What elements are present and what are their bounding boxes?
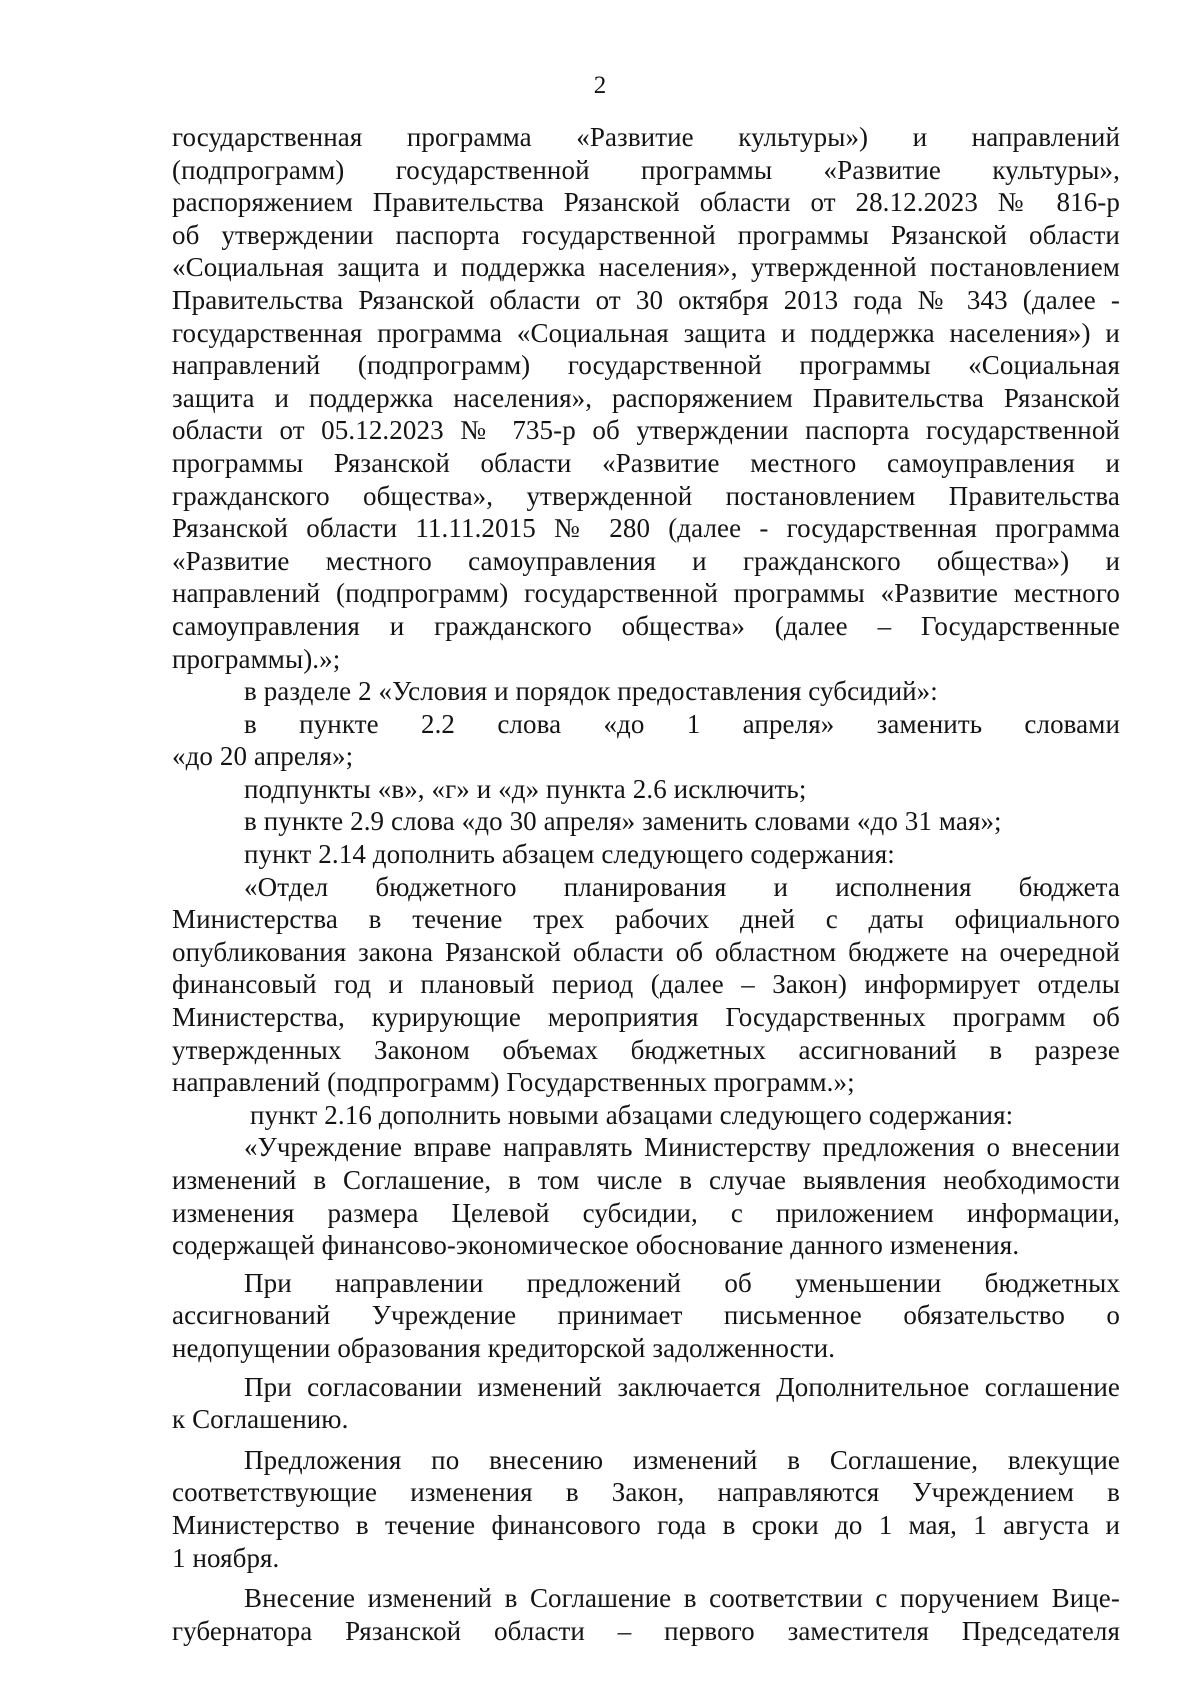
text-line: губернатора Рязанской области – первого заместителя Председателя	[172, 1615, 1120, 1646]
text-line: Министерства, курирующие мероприятия Государственных программ об	[172, 1002, 1120, 1033]
text-line: в пункте 2.9 слова «до 30 апреля» заменить словами «до 31 мая»;	[244, 806, 1002, 837]
text-line: «Учреждение вправе направлять Министерству предложения о внесении	[244, 1132, 1120, 1163]
text-line: пункт 2.14 дополнить абзацем следующего содержания:	[244, 839, 895, 870]
text-line: соответствующие изменения в Закон, направляются Учреждением в	[172, 1477, 1120, 1508]
text-line: «Отдел бюджетного планирования и исполнения бюджета	[244, 871, 1120, 902]
text-line: «Развитие местного самоуправления и гражданского общества») и	[172, 545, 1120, 576]
text-line: содержащей финансово-экономическое обоснование данного изменения.	[172, 1230, 1020, 1261]
text-line: подпункты «в», «г» и «д» пункта 2.6 исключить;	[244, 773, 807, 804]
text-line: области от 05.12.2023 № 735-р об утверждении паспорта государственной	[172, 415, 1120, 446]
text-line: Рязанской области 11.11.2015 № 280 (далее - государственная программа	[172, 513, 1120, 544]
text-line: самоуправления и гражданского общества» (далее – Государственные	[172, 610, 1120, 641]
text-line: недопущении образования кредиторской задолженности.	[172, 1332, 836, 1363]
text-line: изменений в Соглашение, в том числе в случае выявления необходимости	[172, 1165, 1120, 1195]
text-line: государственная программа «Развитие культуры») и направлений	[172, 122, 1120, 152]
text-line: Внесение изменений в Соглашение в соответствии с поручением Вице-	[244, 1583, 1120, 1614]
text-line: Министерство в течение финансового года в сроки до 1 мая, 1 августа и	[172, 1509, 1120, 1540]
text-line: об утверждении паспорта государственной программы Рязанской области	[172, 219, 1120, 250]
text-line: При направлении предложений об уменьшении бюджетных	[244, 1267, 1120, 1298]
text-line: Правительства Рязанской области от 30 октября 2013 года № 343 (далее -	[172, 284, 1120, 315]
text-line: При согласовании изменений заключается Дополнительное соглашение	[244, 1371, 1120, 1402]
text-line: финансовый год и плановый период (далее – Закон) информирует отделы	[172, 969, 1120, 1000]
text-line: программы).»;	[172, 643, 341, 674]
text-line: направлений (подпрограмм) государственной программы «Развитие местного	[172, 578, 1120, 609]
text-line: пункт 2.16 дополнить новыми абзацами следующего содержания:	[250, 1099, 1014, 1130]
text-line: опубликования закона Рязанской области об областном бюджете на очередной	[172, 936, 1120, 967]
text-line: в пункте 2.2 слова «до 1 апреля» заменить словами	[244, 708, 1120, 739]
text-line: к Соглашению.	[172, 1404, 349, 1435]
text-line: направлений (подпрограмм) государственной программы «Социальная	[172, 350, 1120, 381]
text-line: 1 ноября.	[172, 1542, 280, 1573]
text-line: (подпрограмм) государственной программы «Развитие культуры»,	[172, 154, 1120, 185]
text-line: изменения размера Целевой субсидии, с приложением информации,	[172, 1197, 1120, 1228]
page-number: 2	[593, 72, 607, 99]
document-body	[172, 121, 1120, 1647]
text-line: Предложения по внесению изменений в Соглашение, влекущие	[244, 1444, 1120, 1475]
text-line: «до 20 апреля»;	[172, 741, 354, 772]
text-line: программы Рязанской области «Развитие местного самоуправления и	[172, 447, 1120, 478]
text-line: Министерства в течение трех рабочих дней с даты официального	[172, 904, 1120, 935]
text-line: защита и поддержка населения», распоряжением Правительства Рязанской	[172, 382, 1120, 413]
text-line: утвержденных Законом объемах бюджетных ассигнований в разрезе	[172, 1034, 1120, 1065]
text-line: гражданского общества», утвержденной постановлением Правительства	[172, 480, 1120, 511]
text-line: в разделе 2 «Условия и порядок предоставления субсидий»:	[244, 676, 938, 707]
text-line: распоряжением Правительства Рязанской области от 28.12.2023 № 816-р	[172, 187, 1120, 218]
text-line: государственная программа «Социальная защита и поддержка населения») и	[172, 317, 1120, 348]
text-line: направлений (подпрограмм) Государственных программ.»;	[172, 1067, 855, 1098]
text-line: ассигнований Учреждение принимает письменное обязательство о	[172, 1300, 1120, 1331]
text-line: «Социальная защита и поддержка населения», утвержденной постановлением	[172, 252, 1120, 283]
